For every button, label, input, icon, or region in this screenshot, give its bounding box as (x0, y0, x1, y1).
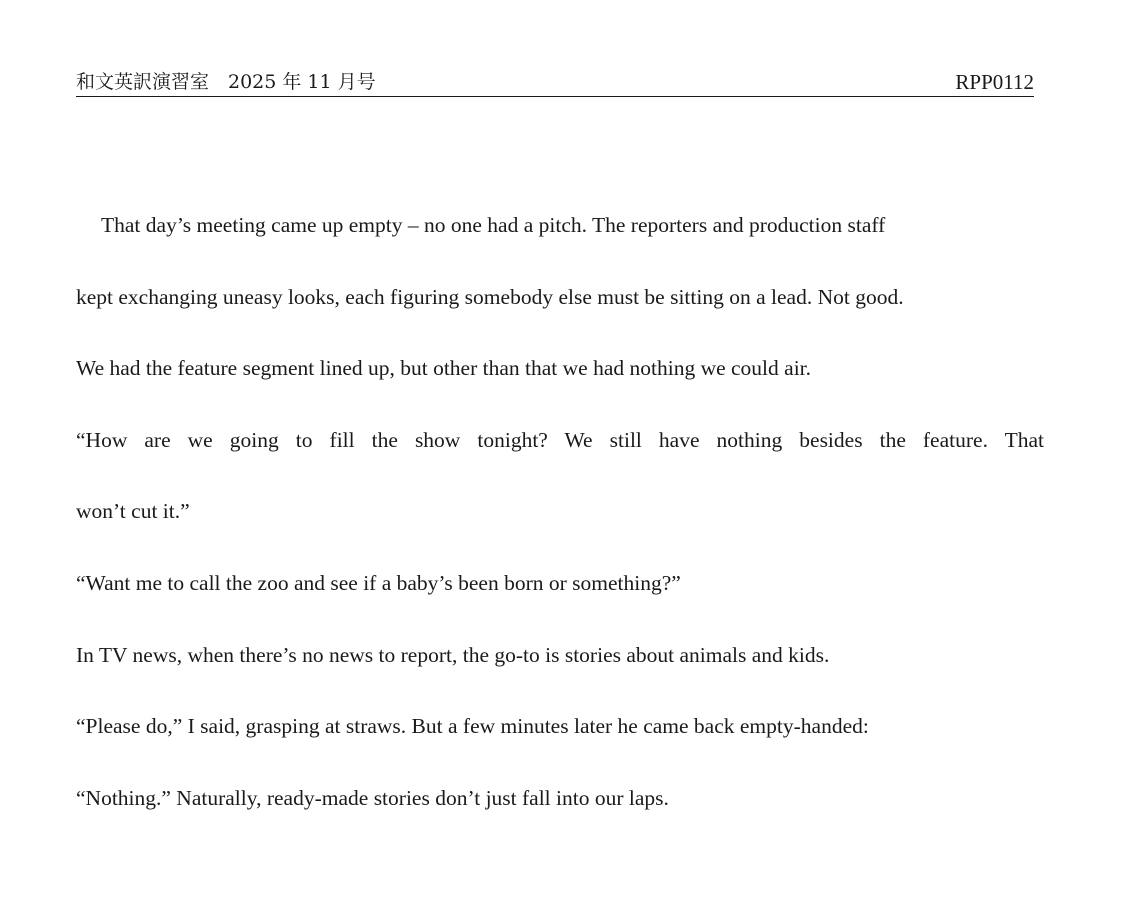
text-line: We had the feature segment lined up, but other than that we had nothing we could air. (76, 356, 812, 380)
text-line: “Want me to call the zoo and see if a baby’s been born or something?” (76, 571, 681, 595)
text-line: In TV news, when there’s no news to report, the go-to is stories about animals and kids. (76, 643, 830, 667)
text-line: That day’s meeting came up empty – no one had a pitch. The reporters and production staff (101, 213, 886, 237)
text-line: won’t cut it.” (76, 499, 190, 523)
text-line: “Nothing.” Naturally, ready-made stories don’t just fall into our laps. (76, 786, 669, 810)
page-header (76, 68, 1034, 97)
text-line: “Please do,” I said, grasping at straws. But a few minutes later he came back empty-handed: (76, 714, 869, 738)
header-code: RPP0112 (955, 70, 1034, 94)
text-line: “How are we going to fill the show tonight? We still have nothing besides the feature. That (76, 428, 1044, 452)
text-line: kept exchanging uneasy looks, each figuring somebody else must be sitting on a lead. Not good. (76, 285, 904, 309)
header-title: 和文英訳演習室 2025 年 11 月号 (76, 71, 376, 93)
